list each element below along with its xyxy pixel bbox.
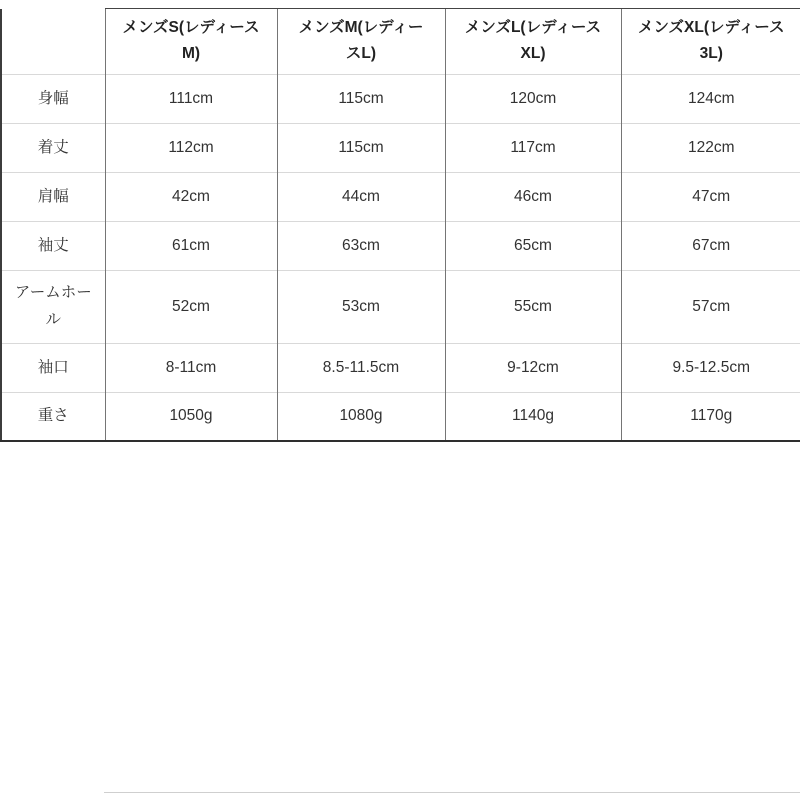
corner-cell xyxy=(1,9,105,75)
table-row-armhole xyxy=(1,270,800,343)
table-cell: 61cm xyxy=(105,221,277,270)
table-row-cuff xyxy=(1,343,800,392)
table-cell: 53cm xyxy=(277,270,445,343)
table-cell: 44cm xyxy=(277,172,445,221)
row-label: 身幅 xyxy=(1,74,105,123)
table-cell: 122cm xyxy=(621,123,800,172)
table-cell: 67cm xyxy=(621,221,800,270)
table-cell: 115cm xyxy=(277,123,445,172)
column-header-mens-xl: メンズXL(レディース3L) xyxy=(621,9,800,75)
column-header-mens-l: メンズL(レディースXL) xyxy=(445,9,621,75)
table-cell: 65cm xyxy=(445,221,621,270)
row-label: 袖丈 xyxy=(1,221,105,270)
size-chart-table xyxy=(0,8,800,442)
table-cell: 47cm xyxy=(621,172,800,221)
table-cell: 111cm xyxy=(105,74,277,123)
table-cell: 1170g xyxy=(621,392,800,441)
table-cell: 46cm xyxy=(445,172,621,221)
table-cell: 1080g xyxy=(277,392,445,441)
table-cell: 1050g xyxy=(105,392,277,441)
table-row-shoulder-width xyxy=(1,172,800,221)
table-cell: 42cm xyxy=(105,172,277,221)
table-cell: 115cm xyxy=(277,74,445,123)
table-cell: 63cm xyxy=(277,221,445,270)
table-cell: 9.5-12.5cm xyxy=(621,343,800,392)
table-cell: 117cm xyxy=(445,123,621,172)
table-row-sleeve-length xyxy=(1,221,800,270)
table-cell: 8.5-11.5cm xyxy=(277,343,445,392)
table-cell: 124cm xyxy=(621,74,800,123)
table-cell: 57cm xyxy=(621,270,800,343)
table-row-weight xyxy=(1,392,800,441)
row-label: 着丈 xyxy=(1,123,105,172)
table-cell: 9-12cm xyxy=(445,343,621,392)
table-row-length xyxy=(1,123,800,172)
table-cell: 55cm xyxy=(445,270,621,343)
column-header-mens-s: メンズS(レディースM) xyxy=(105,9,277,75)
bottom-divider xyxy=(104,792,800,793)
table-cell: 8-11cm xyxy=(105,343,277,392)
table-cell: 112cm xyxy=(105,123,277,172)
row-label: アームホール xyxy=(1,270,105,343)
table-cell: 120cm xyxy=(445,74,621,123)
header-row xyxy=(1,9,800,75)
table-row-body-width xyxy=(1,74,800,123)
table-cell: 1140g xyxy=(445,392,621,441)
row-label: 袖口 xyxy=(1,343,105,392)
table-cell: 52cm xyxy=(105,270,277,343)
column-header-mens-m: メンズM(レディースL) xyxy=(277,9,445,75)
row-label: 重さ xyxy=(1,392,105,441)
row-label: 肩幅 xyxy=(1,172,105,221)
